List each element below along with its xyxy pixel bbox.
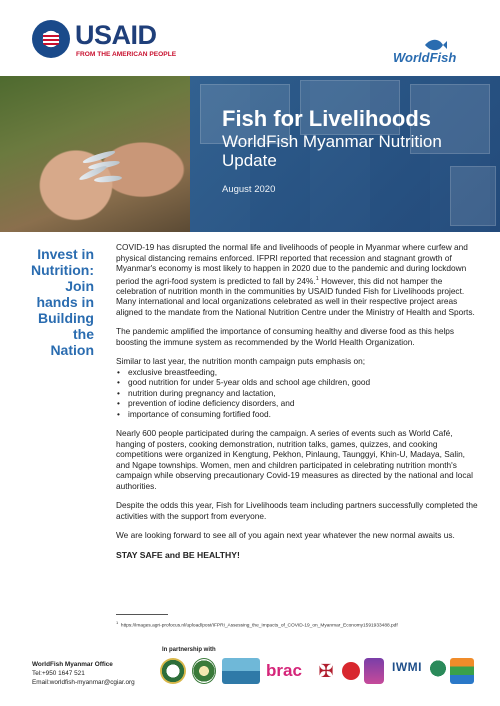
cross-icon: ✠ bbox=[318, 661, 334, 681]
list-item: • importance of consuming fortified food. bbox=[116, 409, 478, 420]
usaid-logo-tagline: FROM THE AMERICAN PEOPLE bbox=[76, 51, 177, 58]
hands-with-fish-photo bbox=[0, 76, 190, 232]
paragraph: Despite the odds this year, Fish for Livelihoods team including partners successfully completed the activities with the support from everyone. bbox=[116, 500, 478, 521]
hero-title: Fish for Livelihoods bbox=[222, 106, 432, 131]
paragraph: The pandemic amplified the importance of consuming healthy and diverse food as this helps boosting the immune system as recommended by the World Health Organization. bbox=[116, 326, 455, 347]
paragraph: Nearly 600 people participated during the campaign. A series of events such as World Café, hanging of posters, cooking demonstration, nutrition talks, games, quizzes, and cooking competitions were organized in Kengtung, Pekhon, Pinlaung, Taunggyi, Khin-U, Madaya, Salin, and Ngape townships. Women, men and children participated in celebrating nutrition month's campaign while observing precautionary Covid-19 measures as directed by the national and local authorities. bbox=[116, 428, 473, 491]
office-name: WorldFish Myanmar Office bbox=[32, 661, 113, 668]
footnote-divider bbox=[116, 614, 168, 615]
partner-seal-icon bbox=[192, 658, 216, 684]
worldfish-logo bbox=[393, 38, 475, 66]
paragraph bbox=[116, 242, 478, 317]
closing-line: STAY SAFE and BE HEALTHY! bbox=[116, 549, 240, 560]
usaid-logo-name: USAID bbox=[75, 20, 157, 50]
paragraph-text: COVID-19 has disrupted the normal life and livelihoods of people in Myanmar where curfew and physical distancing remains enforced. IFPRI reported that recession and stagnant growth of Myanmar's economy is most likely to happen in 2020 due to the pandemic and during lockdown period the agri-food system is predicted to fall by 24%. bbox=[116, 242, 468, 286]
partner-mark-icon bbox=[450, 658, 474, 684]
fish-shape bbox=[94, 175, 122, 183]
office-email[interactable]: Email:worldfish-myanmar@cgiar.org bbox=[32, 679, 135, 686]
footnote-link[interactable]: https://images.agri-profocus.nl/upload/post/IFPRI_Assessing_the_Impacts_of_COVID-19_on_Myanmar_Economy1591933488.pdf bbox=[120, 623, 398, 629]
paragraph: Similar to last year, the nutrition month campaign puts emphasis on; bbox=[116, 356, 366, 367]
partnership-label: In partnership with bbox=[162, 647, 216, 653]
worldfish-logo-name: WorldFish bbox=[393, 50, 457, 65]
list-item: • good nutrition for under 5-year olds and school age children, good bbox=[116, 377, 478, 388]
paragraph-text: However, this did not hamper the celebration of nutrition month in the communities by USAID funded Fish for Livelihoods project. Many international and local organizations celebrated as well in their respective project areas aligned to the mandate from the National Nutrition Centre under the Ministry of Health and Sports. bbox=[116, 275, 475, 317]
iwmi-logo bbox=[392, 658, 426, 684]
article-body bbox=[116, 242, 478, 569]
section-heading: Invest in Nutrition: Join hands in Building the Nation bbox=[31, 246, 94, 358]
list-item: • prevention of iodine deficiency disorders, and bbox=[116, 398, 478, 409]
footnote-ref: 1 bbox=[315, 275, 319, 282]
footnote-number: 1 bbox=[116, 620, 119, 625]
partner-seal-icon bbox=[160, 658, 186, 684]
partner-wave-logo-icon bbox=[222, 658, 260, 684]
partner-logos bbox=[160, 658, 475, 688]
iwmi-logo-text: IWMI bbox=[392, 660, 422, 674]
office-contact bbox=[32, 660, 135, 687]
paragraph: We are looking forward to see all of you again next year whatever the new normal awaits us. bbox=[116, 530, 455, 541]
footnote bbox=[116, 620, 478, 629]
cgiar-logo-icon bbox=[430, 658, 446, 684]
brac-logo bbox=[266, 658, 310, 684]
hero-date: August 2020 bbox=[222, 184, 276, 195]
brac-logo-text: brac bbox=[266, 661, 302, 680]
usaid-logo bbox=[32, 20, 177, 62]
partner-mark-icon bbox=[342, 662, 360, 680]
list-item: • nutrition during pregnancy and lactation, bbox=[116, 388, 478, 399]
usaid-seal-icon bbox=[32, 20, 70, 58]
emphasis-list bbox=[116, 367, 478, 420]
hero-subtitle: WorldFish Myanmar Nutrition Update bbox=[222, 132, 442, 170]
office-phone: Tel:+950 1647 521 bbox=[32, 670, 85, 677]
list-item: • exclusive breastfeeding, bbox=[116, 367, 478, 378]
collage-photo bbox=[450, 166, 496, 226]
partner-mark-icon bbox=[364, 658, 384, 684]
